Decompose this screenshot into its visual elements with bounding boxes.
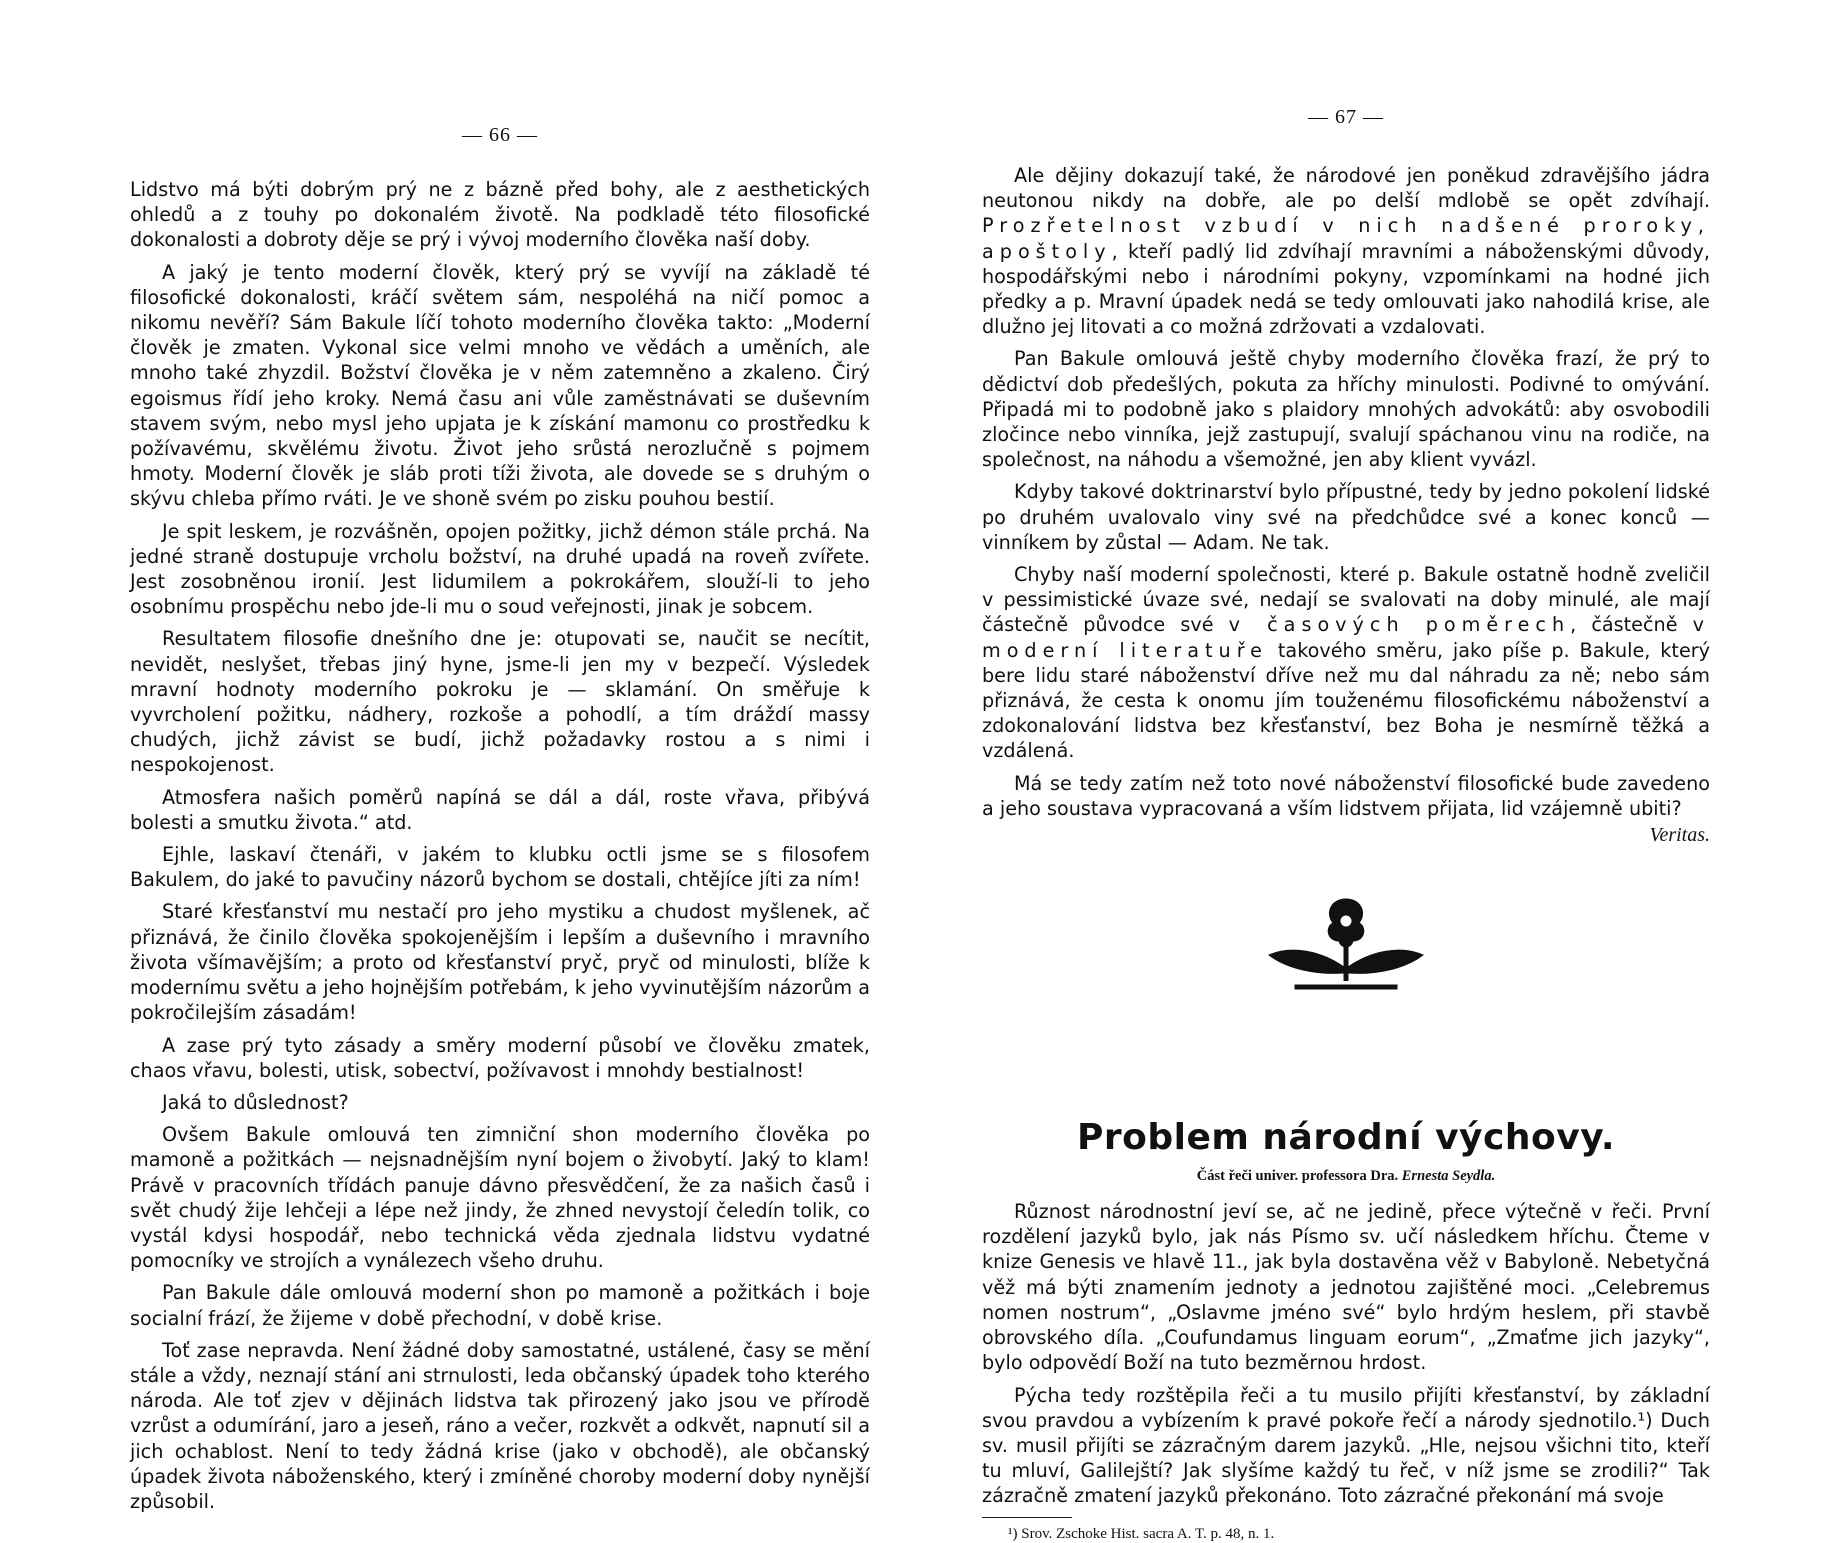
right-page <box>982 0 1710 1543</box>
paragraph: Chyby naší moderní společnosti, které p. Bakule ostatně hodně zveličil v pessimistické úvaze své, nedají se svalovati na doby minulé, ale mají částečně původce své v časových poměrech, částečně v moderní literatuře takového směru, jako píše p. Bakule, který bere lidu staré náboženství dříve než mu dal náhradu za ně; nebo sám přiznává, že cesta k onomu jím touženému filosofickému náboženství a zdokonalování lidstva bez křesťanství, bez Boha je nesmírně těžká a vzdálená. <box>982 563 1710 763</box>
article-subtitle: Část řeči univer. professora Dra. Ernesta Seydla. <box>1196 1168 1496 1185</box>
paragraph: Pan Bakule omlouvá ještě chyby moderního člověka frazí, že prý to dědictví dob předešlých, pokuta za hříchy minulosti. Podivné to omývání. Připadá mi to podobně jako s plaidory mnohých advokátů: aby osvobodili zločince nebo vinníka, jejž zastupují, svalují spáchanou vinu na rodiče, na společnost, na náhodu a všemožné, jen aby klient vyvázl. <box>982 347 1710 472</box>
paragraph: Ovšem Bakule omlouvá ten zimniční shon moderního člověka po mamoně a požitkách — nejsnadnějším nyní bojem o živobytí. Jaký to klam! Právě v pracovních třídách panuje dávno přesvědčení, že za našich časů i svět chudý žije lehčeji a lépe než jindy, že zhned nevystojí čeledín tolik, co vystál kdysi hospodář, nebo technická věda zjednala lidstvu vydatné pomocníky ve strojích a vynálezech všeho druhu. <box>130 1123 870 1273</box>
right-page-text <box>982 163 1710 1543</box>
article-author: Ernesta Seydla. <box>1401 1168 1496 1185</box>
left-page <box>130 0 870 1521</box>
article-title: Problem národní výchovy. <box>1076 1117 1616 1159</box>
left-page-text <box>130 177 870 1514</box>
paragraph: Ale dějiny dokazují také, že národové jen poněkud zdravějšího jádra neutonou nikdy na dobře, ale po delší mdlobě se opět zdvíhají. Prozřetelnost vzbudí v nich nadšené proroky, apoštoly, kteří padlý lid zdvíhají mravními a náboženskými důvody, hospodářskými nebo i národními pokyny, vzpomínkami na hodné jich předky a p. Mravní úpadek nedá se tedy omlouvati jako nahodilá krise, ale dlužno jej litovati a co možná zdržovati a vzdalovati. <box>982 164 1710 339</box>
flower-ornament-icon <box>1261 889 1431 999</box>
emphasis-spaced: Prozřetelnost vzbudí v nich nadšené proroky, apoštoly <box>982 214 1710 263</box>
paragraph: A zase prý tyto zásady a směry moderní působí ve člověku zmatek, chaos vřavu, bolesti, utisk, sobectví, požívavost i mnohdy bestialnost! <box>130 1033 870 1082</box>
paragraph: Je spit leskem, je rozvášněn, opojen požitky, jichž démon stále prchá. Na jedné straně dostupuje vrcholu božství, na druhé upadá na roveň zvířete. Jest zosobněnou ironií. Jest lidumilem a pokrokářem, slouží-li to jeho osobnímu prospěchu nebo jde-li mu o soud veřejnosti, jinak je sobcem. <box>130 519 870 619</box>
footnote-rule <box>982 1517 1072 1518</box>
emphasis-spaced: v časových poměrech <box>1228 613 1571 637</box>
paragraph: Ejhle, laskaví čtenáři, v jakém to klubku octli jsme se s filosofem Bakulem, do jaké to pavučiny názorů bychom se dostali, chtějíce jíti za ním! <box>130 843 870 892</box>
paragraph: Různost národnostní jeví se, ač ne jedině, přece výtečně v řeči. První rozdělení jazyků bylo, jak nás Písmo sv. učí následkem hříchu. Čteme v knize Genesis ve hlavě 11., jak byla dostavěna věž v Babyloně. Nebetyčná věž má býti znamením jednoty a jednotou zajištěné moci. „Celebremus nomen nostrum“, „Oslavme jméno své“ bylo hrdým heslem, při stavbě obrovského díla. „Coufundamus linguam eorum“, „Zmaťme jich jazyky“, bylo odpovědí Boží na tuto bezměrnou hrdost. <box>982 1200 1710 1375</box>
emphasis-spaced: v moderní literatuře <box>982 613 1710 662</box>
paragraph: Pýcha tedy rozštěpila řeči a tu musilo přijíti křesťanství, by základní svou pravdou a vybízením k pravé pokoře řečí a národy sjednotilo.¹) Duch sv. musil přijíti se zázračným darem jazyků. „Hle, nejsou všichni tito, kteří tu mluví, Galilejští? Jak slyšíme každý tu řeč, v níž jsme se zrodili?“ Tak zázračně zmatení jazyků překonáno. Toto zázračné překonání má svoje <box>982 1383 1710 1508</box>
paragraph: Staré křesťanství mu nestačí pro jeho mystiku a chudost myšlenek, ač přiznává, že činilo člověka spokojenějším i lepším a duševního i mravního života všímavějším; a proto od křesťanství pryč, pryč od minulosti, blíže k modernímu světu a jeho hojnějším potřebám, k jeho vyvinutějším názorům a pokročilejším zásadám! <box>130 900 870 1025</box>
paragraph: Má se tedy zatím než toto nové náboženství filosofické bude zavedeno a jeho soustava vypracovaná a vším lidstvem přijata, lid vzájemně ubiti? <box>982 771 1710 820</box>
paragraph: Pan Bakule dále omlouvá moderní shon po mamoně a požitkách i boje socialní frází, že žijeme v době přechodní, v době krise. <box>130 1281 870 1330</box>
signature: Veritas. <box>1649 824 1710 847</box>
footnote: ¹) Srov. Zschoke Hist. sacra A. T. p. 48, n. 1. <box>1008 1525 1275 1542</box>
paragraph: Lidstvo má býti dobrým prý ne z bázně před bohy, ale z aesthetických ohledů a z touhy po dokonalém životě. Na podkladě této filosofické dokonalosti a dobroty děje se prý i vývoj moderního člověka naší doby. <box>130 178 870 252</box>
paragraph: Jaká to důslednost? <box>162 1090 349 1114</box>
paragraph: Toť zase nepravda. Není žádné doby samostatné, ustálené, časy se mění stále a vždy, neznají stání ani strnulosti, leda občanský úpadek toho kterého národa. Ale toť zjev v dějinách lidstva tak přirozený jako jsou ve přírodě vzrůst a odumírání, jaro a jeseň, ráno a večer, rozkvět a odkvět, napnutí sil a jich ochablost. Není to tedy žádná krise (jako v obchodě), ale občanský úpadek života náboženského, který i zmíněné choroby moderní doby nynější způsobil. <box>130 1338 870 1513</box>
paragraph: Resultatem filosofie dnešního dne je: otupovati se, naučit se necítit, nevidět, neslyšet, třebas jiný hyne, jsme-li jen my v bezpečí. Výsledek mravní hodnoty moderního pokroku je — sklamání. On směřuje k vyvrcholení požitku, nádhery, rozkoše a pohodlí, a tím dráždí massy chudých, jichž závist se budí, jichž požadavky rostou a s nimi i nespokojenost. <box>130 627 870 777</box>
page-number-right: — 67 — <box>1308 106 1384 128</box>
paragraph: Kdyby takové doktrinarství bylo přípustné, tedy by jedno pokolení lidské po druhém uvalovalo viny své na předchůdce své a konec konců — vinníkem by zůstal — Adam. Ne tak. <box>982 480 1710 554</box>
paragraph: A jaký je tento moderní člověk, který prý se vyvíjí na základě té filosofické dokonalosti, kráčí světem sám, nespoléhá na ničí pomoc a nikomu nevěří? Sám Bakule líčí tohoto moderního člověka takto: „Moderní člověk je zmaten. Vykonal sice velmi mnoho ve vědách a uměních, ale mnoho také zhyzdil. Božství člověka je v něm zatemněno a zkaleno. Čirý egoismus řídí jeho kroky. Nemá času ani vůle zaměstnávati se duševním stavem svým, nebo mysl jeho upjata je k získání mamonu co prostředku k požívavému, skvělému životu. Život jeho srůstá nerozlučně s pojmem hmoty. Moderní člověk je sláb proti tíži života, ale dovede se s druhým o skývu chleba přímo rváti. Je ve shoně svém po zisku pouhou bestií. <box>130 260 870 511</box>
paragraph: Atmosfera našich poměrů napíná se dál a dál, roste vřava, přibývá bolesti a smutku života.“ atd. <box>130 785 870 834</box>
page-number-left: — 66 — <box>462 124 538 146</box>
